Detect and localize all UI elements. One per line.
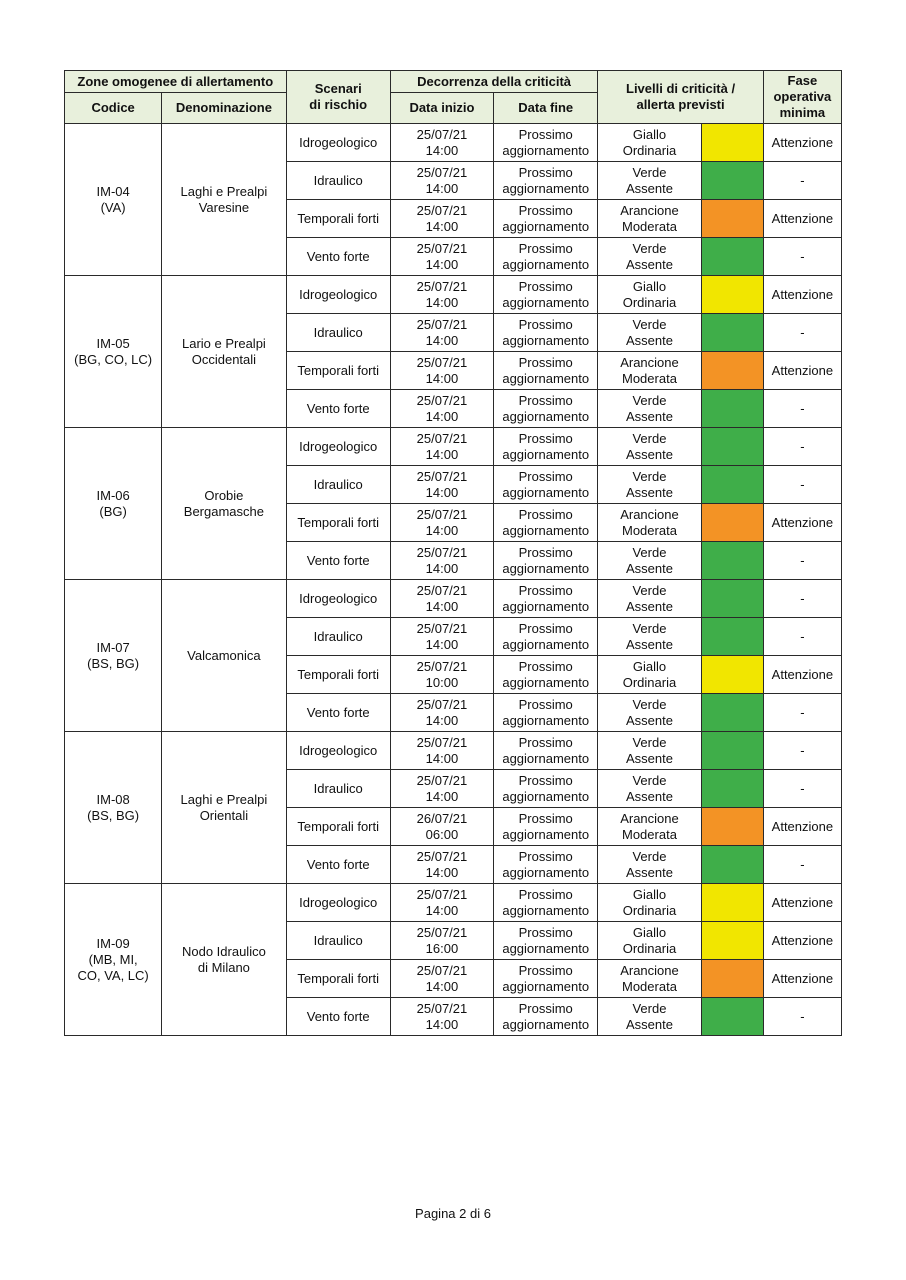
level-label-cell: Arancione Moderata [598, 808, 701, 846]
level-color-swatch [701, 428, 763, 466]
phase-cell: Attenzione [763, 808, 841, 846]
level-label-cell: Verde Assente [598, 542, 701, 580]
phase-cell: Attenzione [763, 124, 841, 162]
end-date-cell: Prossimo aggiornamento [494, 390, 598, 428]
end-date-cell: Prossimo aggiornamento [494, 922, 598, 960]
table-row [65, 276, 842, 314]
phase-cell: Attenzione [763, 200, 841, 238]
phase-cell: - [763, 846, 841, 884]
level-label-cell: Arancione Moderata [598, 200, 701, 238]
zone-code: IM-05 (BG, CO, LC) [65, 276, 162, 428]
zone-name: Lario e Prealpi Occidentali [162, 276, 286, 428]
level-label-cell: Verde Assente [598, 770, 701, 808]
scenario-cell: Temporali forti [286, 504, 390, 542]
level-color-swatch [701, 504, 763, 542]
zone-code: IM-08 (BS, BG) [65, 732, 162, 884]
scenario-cell: Idraulico [286, 314, 390, 352]
phase-cell: Attenzione [763, 276, 841, 314]
start-date-cell: 25/07/21 14:00 [390, 770, 493, 808]
level-label-cell: Verde Assente [598, 314, 701, 352]
level-color-swatch [701, 884, 763, 922]
level-label-cell: Giallo Ordinaria [598, 124, 701, 162]
scenario-cell: Vento forte [286, 998, 390, 1036]
scenario-cell: Idraulico [286, 162, 390, 200]
phase-cell: Attenzione [763, 656, 841, 694]
level-label-cell: Arancione Moderata [598, 960, 701, 998]
alert-table [64, 70, 842, 1036]
table-row [65, 124, 842, 162]
level-label-cell: Verde Assente [598, 618, 701, 656]
level-label-cell: Giallo Ordinaria [598, 922, 701, 960]
zone-name: Valcamonica [162, 580, 286, 732]
end-date-cell: Prossimo aggiornamento [494, 656, 598, 694]
end-date-cell: Prossimo aggiornamento [494, 238, 598, 276]
scenario-cell: Vento forte [286, 694, 390, 732]
zone-name: Orobie Bergamasche [162, 428, 286, 580]
start-date-cell: 26/07/21 06:00 [390, 808, 493, 846]
scenario-cell: Vento forte [286, 846, 390, 884]
end-date-cell: Prossimo aggiornamento [494, 732, 598, 770]
phase-cell: - [763, 162, 841, 200]
phase-cell: - [763, 770, 841, 808]
end-date-cell: Prossimo aggiornamento [494, 542, 598, 580]
data-fine-header: Data fine [494, 93, 598, 124]
level-label-cell: Verde Assente [598, 428, 701, 466]
level-color-swatch [701, 390, 763, 428]
scenario-cell: Temporali forti [286, 352, 390, 390]
start-date-cell: 25/07/21 14:00 [390, 200, 493, 238]
level-label-cell: Arancione Moderata [598, 352, 701, 390]
level-label-cell: Verde Assente [598, 998, 701, 1036]
level-label-cell: Verde Assente [598, 580, 701, 618]
phase-cell: - [763, 466, 841, 504]
start-date-cell: 25/07/21 14:00 [390, 390, 493, 428]
level-color-swatch [701, 922, 763, 960]
end-date-cell: Prossimo aggiornamento [494, 808, 598, 846]
table-row [65, 580, 842, 618]
phase-cell: - [763, 428, 841, 466]
level-color-swatch [701, 846, 763, 884]
start-date-cell: 25/07/21 16:00 [390, 922, 493, 960]
end-date-cell: Prossimo aggiornamento [494, 770, 598, 808]
table-row [65, 732, 842, 770]
level-label-cell: Verde Assente [598, 732, 701, 770]
level-label-cell: Giallo Ordinaria [598, 276, 701, 314]
scenario-cell: Vento forte [286, 542, 390, 580]
phase-cell: - [763, 542, 841, 580]
phase-cell: - [763, 618, 841, 656]
phase-cell: - [763, 314, 841, 352]
end-date-cell: Prossimo aggiornamento [494, 200, 598, 238]
level-color-swatch [701, 960, 763, 998]
level-color-swatch [701, 314, 763, 352]
scenario-cell: Idrogeologico [286, 124, 390, 162]
scenario-cell: Idrogeologico [286, 580, 390, 618]
start-date-cell: 25/07/21 14:00 [390, 618, 493, 656]
end-date-cell: Prossimo aggiornamento [494, 428, 598, 466]
level-color-swatch [701, 124, 763, 162]
page-number: Pagina 2 di 6 [415, 1206, 491, 1221]
scenario-cell: Temporali forti [286, 656, 390, 694]
end-date-cell: Prossimo aggiornamento [494, 618, 598, 656]
scenario-cell: Vento forte [286, 238, 390, 276]
start-date-cell: 25/07/21 14:00 [390, 276, 493, 314]
level-label-cell: Giallo Ordinaria [598, 884, 701, 922]
scenario-cell: Idrogeologico [286, 276, 390, 314]
data-inizio-header: Data inizio [390, 93, 493, 124]
phase-cell: - [763, 732, 841, 770]
start-date-cell: 25/07/21 14:00 [390, 466, 493, 504]
start-date-cell: 25/07/21 14:00 [390, 238, 493, 276]
zone-name: Laghi e Prealpi Orientali [162, 732, 286, 884]
end-date-cell: Prossimo aggiornamento [494, 124, 598, 162]
level-label-cell: Giallo Ordinaria [598, 656, 701, 694]
level-color-swatch [701, 542, 763, 580]
level-color-swatch [701, 276, 763, 314]
start-date-cell: 25/07/21 14:00 [390, 960, 493, 998]
end-date-cell: Prossimo aggiornamento [494, 694, 598, 732]
end-date-cell: Prossimo aggiornamento [494, 846, 598, 884]
level-color-swatch [701, 162, 763, 200]
level-color-swatch [701, 238, 763, 276]
start-date-cell: 25/07/21 14:00 [390, 542, 493, 580]
end-date-cell: Prossimo aggiornamento [494, 352, 598, 390]
phase-cell: Attenzione [763, 352, 841, 390]
phase-cell: Attenzione [763, 922, 841, 960]
phase-cell: - [763, 238, 841, 276]
level-color-swatch [701, 466, 763, 504]
zone-code: IM-07 (BS, BG) [65, 580, 162, 732]
level-label-cell: Verde Assente [598, 466, 701, 504]
scenario-cell: Temporali forti [286, 960, 390, 998]
table-row [65, 884, 842, 922]
scenario-cell: Idraulico [286, 922, 390, 960]
level-label-cell: Verde Assente [598, 238, 701, 276]
phase-cell: - [763, 694, 841, 732]
zone-name: Nodo Idraulico di Milano [162, 884, 286, 1036]
livelli-header: Livelli di criticità / allerta previsti [598, 71, 763, 124]
zone-code: IM-04 (VA) [65, 124, 162, 276]
level-color-swatch [701, 618, 763, 656]
start-date-cell: 25/07/21 14:00 [390, 162, 493, 200]
start-date-cell: 25/07/21 14:00 [390, 884, 493, 922]
zone-name: Laghi e Prealpi Varesine [162, 124, 286, 276]
scenario-cell: Idrogeologico [286, 428, 390, 466]
level-color-swatch [701, 200, 763, 238]
level-color-swatch [701, 580, 763, 618]
end-date-cell: Prossimo aggiornamento [494, 276, 598, 314]
start-date-cell: 25/07/21 14:00 [390, 504, 493, 542]
scenario-cell: Idrogeologico [286, 884, 390, 922]
level-color-swatch [701, 808, 763, 846]
phase-cell: Attenzione [763, 960, 841, 998]
level-color-swatch [701, 770, 763, 808]
scenario-cell: Vento forte [286, 390, 390, 428]
end-date-cell: Prossimo aggiornamento [494, 960, 598, 998]
end-date-cell: Prossimo aggiornamento [494, 504, 598, 542]
start-date-cell: 25/07/21 14:00 [390, 732, 493, 770]
phase-cell: Attenzione [763, 504, 841, 542]
end-date-cell: Prossimo aggiornamento [494, 314, 598, 352]
level-color-swatch [701, 732, 763, 770]
end-date-cell: Prossimo aggiornamento [494, 884, 598, 922]
level-label-cell: Verde Assente [598, 846, 701, 884]
level-label-cell: Verde Assente [598, 162, 701, 200]
zone-code: IM-09 (MB, MI, CO, VA, LC) [65, 884, 162, 1036]
start-date-cell: 25/07/21 14:00 [390, 846, 493, 884]
alert-table-body [65, 124, 842, 1036]
zone-group-header: Zone omogenee di allertamento [65, 71, 287, 93]
level-label-cell: Verde Assente [598, 390, 701, 428]
denominazione-header: Denominazione [162, 93, 286, 124]
table-row [65, 428, 842, 466]
scenario-cell: Idraulico [286, 618, 390, 656]
end-date-cell: Prossimo aggiornamento [494, 466, 598, 504]
scenario-cell: Idraulico [286, 466, 390, 504]
start-date-cell: 25/07/21 14:00 [390, 580, 493, 618]
phase-cell: Attenzione [763, 884, 841, 922]
level-color-swatch [701, 694, 763, 732]
start-date-cell: 25/07/21 14:00 [390, 428, 493, 466]
start-date-cell: 25/07/21 14:00 [390, 314, 493, 352]
end-date-cell: Prossimo aggiornamento [494, 162, 598, 200]
decorrenza-header: Decorrenza della criticità [390, 71, 598, 93]
scenari-header: Scenari di rischio [286, 71, 390, 124]
start-date-cell: 25/07/21 14:00 [390, 694, 493, 732]
level-label-cell: Arancione Moderata [598, 504, 701, 542]
start-date-cell: 25/07/21 14:00 [390, 124, 493, 162]
start-date-cell: 25/07/21 10:00 [390, 656, 493, 694]
phase-cell: - [763, 390, 841, 428]
scenario-cell: Idrogeologico [286, 732, 390, 770]
scenario-cell: Temporali forti [286, 808, 390, 846]
end-date-cell: Prossimo aggiornamento [494, 998, 598, 1036]
start-date-cell: 25/07/21 14:00 [390, 352, 493, 390]
fase-header: Fase operativa minima [763, 71, 841, 124]
level-label-cell: Verde Assente [598, 694, 701, 732]
level-color-swatch [701, 656, 763, 694]
scenario-cell: Idraulico [286, 770, 390, 808]
phase-cell: - [763, 998, 841, 1036]
scenario-cell: Temporali forti [286, 200, 390, 238]
zone-code: IM-06 (BG) [65, 428, 162, 580]
level-color-swatch [701, 352, 763, 390]
phase-cell: - [763, 580, 841, 618]
end-date-cell: Prossimo aggiornamento [494, 580, 598, 618]
codice-header: Codice [65, 93, 162, 124]
level-color-swatch [701, 998, 763, 1036]
start-date-cell: 25/07/21 14:00 [390, 998, 493, 1036]
